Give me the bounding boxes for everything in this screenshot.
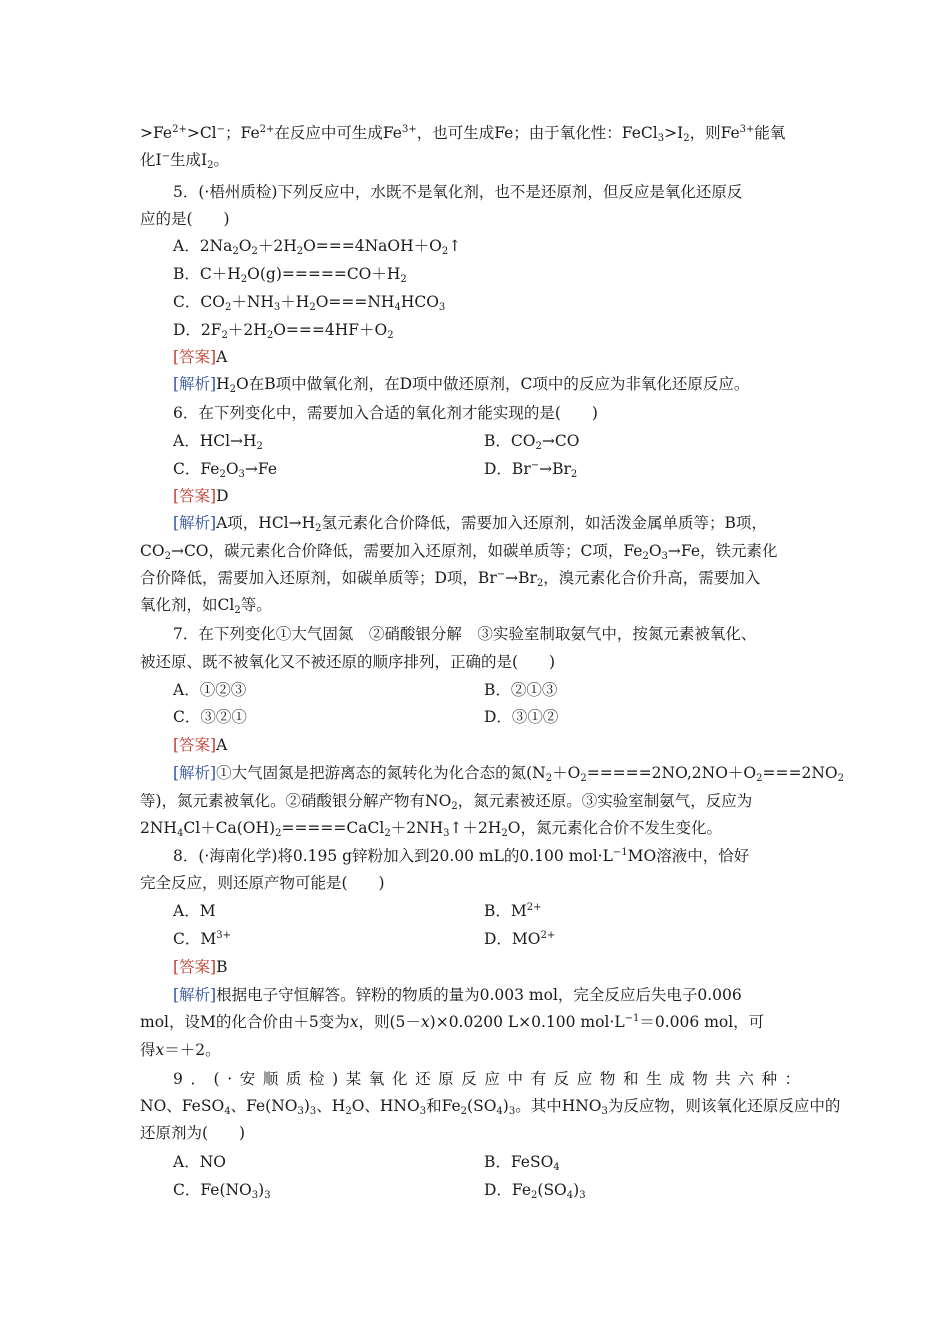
- q6-analysis-line-4: 氧化剂，如$Cl_2$等。: [140, 596, 272, 616]
- q7-option-c: C．③②①: [173, 708, 247, 726]
- q9-stem-line-2: NO、FeSO$_4$、$Fe(NO_3)_3$、$H_2O$、$HNO_3$和$Fe_2(SO_4)_3$。其中$HNO_3$为反应物，则该氧化还原反应中的: [140, 1097, 841, 1117]
- q5-option-c: C．$CO_2+NH_3+H_2O===NH_4HCO_3$: [173, 293, 446, 313]
- q7-analysis-line-2: 等)，氮元素被氧化。②硝酸银分解产物有$NO_2$，氮元素被还原。③实验室制氨气，反应为: [140, 792, 753, 812]
- q8-option-a: A．M: [173, 902, 216, 920]
- analysis-tag: [解析]: [173, 986, 217, 1004]
- q7-analysis-line-1: [解析]①大气固氮是把游离态的氮转化为化合态的氮($N_2+O_2=====2NO,2NO+O_2===2NO_2$: [173, 764, 844, 784]
- q8-answer: [173, 955, 228, 979]
- answer-value: B: [216, 958, 228, 976]
- analysis-text: 根据电子守恒解答。锌粉的物质的量为0.003 mol，完全反应后失电子0.006: [216, 986, 742, 1004]
- q7-stem-line-1: 7．在下列变化①大气固氮 ②硝酸银分解 ③实验室制取氨气中，按氮元素被氧化、: [173, 625, 757, 643]
- q5-answer: [173, 345, 227, 369]
- q9-option-b: B．FeSO$_4$: [484, 1153, 560, 1173]
- q8-option-c: C．$M^{3+}$: [173, 930, 231, 948]
- q7-option-b: B．②①③: [484, 681, 558, 699]
- q8-option-d: D．$MO^{2+}$: [484, 930, 556, 948]
- q9-option-d: D．$Fe_2(SO_4)_3$: [484, 1181, 586, 1201]
- q8-stem-line-2: 完全反应，则还原产物可能是( ): [140, 874, 385, 892]
- q6-analysis-line-1: [解析]A项，$HCl\to H_2$氢元素化合价降低，需要加入还原剂，如活泼金属单质等；B项，: [173, 514, 767, 534]
- analysis-tag: [解析]: [173, 375, 217, 393]
- q5-option-a: A．$2Na_2O_2+2H_2O===4NaOH+O_2↑$: [173, 237, 462, 257]
- answer-tag: [答案]: [173, 348, 217, 366]
- q5-analysis: [解析]$H_2O$在B项中做氧化剂，在D项中做还原剂，C项中的反应为非氧化还原反应。: [173, 375, 750, 395]
- continuation-line-2: 化I−生成$I_2$。: [140, 151, 230, 171]
- analysis-tag: [解析]: [173, 514, 217, 532]
- q7-answer: [173, 733, 227, 757]
- q5-option-b: B．$C+H_2O(g)=====CO+H_2$: [173, 265, 407, 285]
- q7-option-d: D．③①②: [484, 708, 559, 726]
- q9-stem-line-3: 还原剂为( ): [140, 1124, 246, 1142]
- answer-value: D: [216, 487, 229, 505]
- answer-tag: [答案]: [173, 736, 217, 754]
- q7-stem-line-2: 被还原、既不被氧化又不被还原的顺序排列，正确的是( ): [140, 653, 556, 671]
- q5-option-d: D．$2F_2+2H_2O===4HF+O_2$: [173, 321, 394, 341]
- q6-option-c: C．$Fe_2O_3\to Fe$: [173, 460, 277, 480]
- answer-value: A: [216, 736, 228, 754]
- q6-stem: 6．在下列变化中，需要加入合适的氧化剂才能实现的是( ): [173, 404, 598, 422]
- q5-stem-line-2: 应的是( ): [140, 210, 230, 228]
- q8-analysis-line-1: [173, 983, 742, 1007]
- answer-value: A: [216, 348, 228, 366]
- q8-stem-line-1: 8．(·海南化学)将0.195 g锌粉加入到20.00 mL的0.100 $mol\cdot L^{-1}MO$溶液中，恰好: [173, 847, 750, 865]
- q5-stem-line-1: 5．(·梧州质检)下列反应中，水既不是氧化剂，也不是还原剂，但反应是氧化还原反: [173, 183, 743, 201]
- q8-option-b: B．$M^{2+}$: [484, 902, 542, 920]
- continuation-line-1: $>Fe^{2+}>Cl^-$；$Fe^{2+}$在反应中可生成$Fe^{3+}$，也可生成Fe；由于氧化性：$FeCl_3>I_2$，则$Fe^{3+}$能氧: [140, 124, 786, 144]
- q6-answer: [173, 484, 229, 508]
- q6-option-d: D．$Br^-\to Br_2$: [484, 460, 578, 480]
- q7-analysis-line-3: $2NH_4Cl+Ca(OH)_2=====CaCl_2+2NH_3↑+2H_2O$，氮元素化合价不发生变化。: [140, 819, 722, 839]
- q9-option-c: C．$Fe(NO_3)_3$: [173, 1181, 271, 1201]
- q8-analysis-line-3: 得x＝＋2。: [140, 1041, 221, 1059]
- q6-option-b: B．$CO_2\to CO$: [484, 432, 580, 452]
- q7-option-a: A．①②③: [173, 681, 247, 699]
- q8-analysis-line-2: mol，设M的化合价由＋5变为x，则(5－x)×0.0200 L×0.100 $mol\cdot L^{-1}=0.006$ mol，可: [140, 1013, 765, 1031]
- q9-option-a: A．NO: [173, 1153, 226, 1171]
- q6-option-a: A．$HCl\to H_2$: [173, 432, 263, 452]
- q9-stem-line-1: 9．(·安顺质检)某氧化还原反应中有反应物和生成物共六种：: [173, 1070, 808, 1088]
- q6-analysis-line-2: $CO_2\to CO$，碳元素化合价降低，需要加入还原剂，如碳单质等；C项，$Fe_2O_3\to Fe$，铁元素化: [140, 542, 778, 562]
- analysis-tag: [解析]: [173, 764, 217, 782]
- answer-tag: [答案]: [173, 958, 217, 976]
- answer-tag: [答案]: [173, 487, 217, 505]
- q6-analysis-line-3: 合价降低，需要加入还原剂，如碳单质等；D项，$Br^-\to Br_2$，溴元素化合价升高，需要加入: [140, 569, 761, 589]
